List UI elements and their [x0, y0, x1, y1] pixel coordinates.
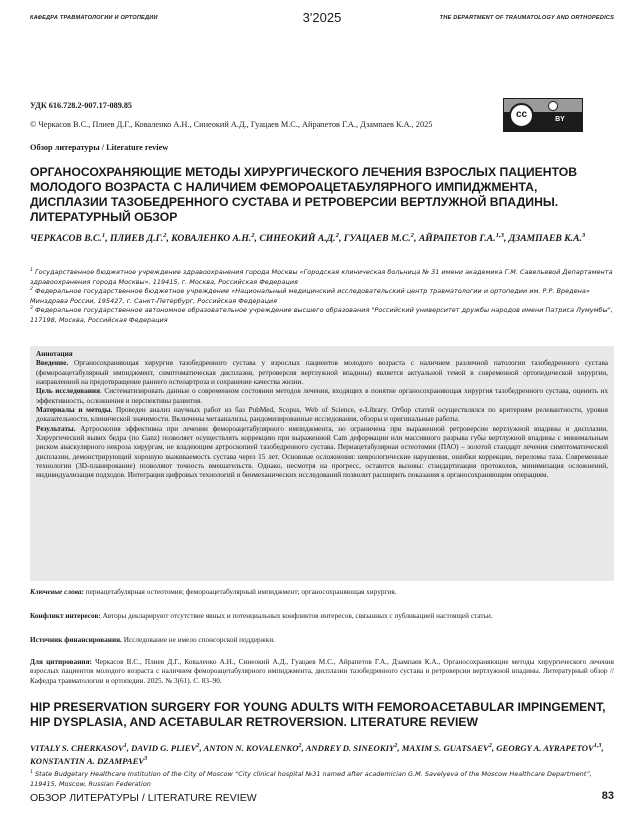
affiliations-en — [30, 770, 615, 789]
author-name: KONSTANTIN A. DZAMPAEV — [30, 756, 145, 766]
author-affiliation-marker: 2 — [251, 231, 255, 239]
author-affiliation-marker: 2 — [488, 743, 492, 750]
funding-source: Источник финансирования. Исследование не имело спонсорской поддержки. — [30, 636, 275, 644]
citation: Для цитирования: Черкасов В.С., Плиев Д.Г., Коваленко А.Н., Синеокий А.Д., Гуацаев М.С., Айрапетов Г.А., Дзампаев К.А., Органосохраняющие методы хирургического лечения взрослых пациентов молодого возраста с наличием фемороацетабулярного импиджмента, дисплазии тазобедренного сустава и ретроверсии вертлужной впадины. Литературный обзор // Кафедра травматологии и ортопедии. 2025. № 3(61). С. 83–90. — [30, 658, 615, 685]
keywords: Ключевые слова: периацетабулярная остеотомия; фемороацетабулярный импиджмент; органосохраняющая хирургия. — [30, 588, 397, 596]
abstract-introduction: Введение. Органосохраняющая хирургия тазобедренного сустава у взрослых пациентов молодого возраста с наличием различной патологии тазобедренного сустава (фемороацетабулярный импиджмент, симптоматическая дисплазия, ретроверсия вертлужной впадины) является актуальной темой в современной ортопедической хирургии, направленной на предотвращение раннего остеоартроза и сохранение качества жизни. — [36, 359, 608, 387]
authors-ru: ЧЕРКАСОВ В.С.$^1$, ПЛИЕВ Д.Г.$^2$, КОВАЛЕНКО А.Н.$^2$, СИНЕОКИЙ А.Д.$^2$, ГУАЦАЕВ М.С.$^2$, АЙРАПЕТОВ Г.А.$^{1,3}$, ДЗАМПАЕВ К.А.$^3$ — [30, 231, 586, 244]
article-title-ru: ОРГАНОСОХРАНЯЮЩИЕ МЕТОДЫ ХИРУРГИЧЕСКОГО ЛЕЧЕНИЯ ВЗРОСЛЫХ ПАЦИЕНТОВ МОЛОДОГО ВОЗРАСТА С НАЛИЧИЕМ ФЕМОРОАЦЕТАБУЛЯРНОГО ИМПИДЖМЕНТА, ДИСПЛАЗИИ ТАЗОБЕДРЕННОГО СУСТАВА И РЕТРОВЕРСИИ ВЕРТЛУЖНОЙ ВПАДИНЫ. ЛИТЕРАТУРНЫЙ ОБЗОР — [30, 165, 578, 224]
author-affiliation-marker: 2 — [298, 743, 302, 750]
author-affiliation-marker: 2 — [196, 743, 200, 750]
affiliation-entry: $^1$ State Budgetary Healthcare Institution of the City of Moscow “City clinical hospital №31 named after academician G.M. Savelyeva of the Moscow Healthcare Department”, 119415, Moscow, Russian Federation — [30, 769, 592, 788]
header-journal-en: THE DEPARTMENT OF TRAUMATOLOGY AND ORTHOPEDICS — [439, 15, 614, 21]
author-affiliation-marker: 2 — [163, 231, 167, 239]
author-name: DAVID G. PLIEV — [131, 743, 197, 753]
author-affiliation-marker: 1 — [123, 743, 127, 750]
copyright-line: © Черкасов В.С., Плиев Д.Г., Коваленко А.Н., Синеокий А.Д., Гуацаев М.С., Айрапетов Г.А., Дзампаев К.А., 2025 — [30, 120, 433, 129]
affiliation-entry: $^1$ Государственное бюджетное учреждение здравоохранения города Москвы «Городская клиническая больница № 31 имени академика Г.М. Савельевой Департамента здравоохранения города Москвы», 119415, г. Москва, Российская Федерация — [30, 267, 613, 286]
author-name: ГУАЦАЕВ М.С. — [343, 233, 411, 244]
article-title-en: HIP PRESERVATION SURGERY FOR YOUNG ADULTS WITH FEMOROACETABULAR IMPINGEMENT, HIP DYSPLASIA, AND ACETABULAR RETROVERSION. LITERATURE REVIEW — [30, 700, 606, 729]
abstract-methods: Материалы и методы. Проведен анализ научных работ из баз PubMed, Scopus, Web of Science, e-Library. Отбор статей осуществлялся по критериям релевантности, уровня доказательности, клинической значимости. Включены метаанализы, рандомизированные исследования, обзоры и оригинальные работы. — [36, 406, 609, 424]
page-number: 83 — [601, 790, 614, 802]
author-affiliation-marker: 2 — [394, 743, 398, 750]
article-type: Обзор литературы / Literature review — [30, 143, 169, 152]
author-affiliation-marker: 2 — [410, 231, 415, 239]
author-name: СИНЕОКИЙ А.Д. — [259, 233, 336, 244]
author-name: ANDREY D. SINEOKIY — [305, 743, 395, 753]
author-affiliation-marker: 2 — [335, 231, 339, 239]
header-issue: 3'2025 — [302, 10, 342, 25]
author-name: АЙРАПЕТОВ Г.А. — [418, 233, 496, 244]
cc-logo-icon: cc — [509, 103, 534, 128]
affiliation-entry: $^3$ Федеральное государственное автономное образовательное учреждение высшего образования "Российский университет дружбы народов имени Патриса Лумумбы", 117198, Москва, Российская Федерация — [30, 306, 613, 324]
abstract-heading: Аннотация — [36, 350, 73, 358]
affiliations-ru — [30, 268, 615, 326]
header-journal-ru: КАФЕДРА ТРАВМАТОЛОГИИ И ОРТОПЕДИИ — [30, 15, 158, 21]
author-name: MAXIM S. GUATSAEV — [401, 743, 489, 753]
author-name: GEORGY A. AYRAPETOV — [496, 743, 594, 753]
author-name: КОВАЛЕНКО А.Н. — [171, 233, 252, 244]
author-affiliation-marker: 3 — [581, 231, 586, 239]
abstract-aim: Цель исследования. Систематизировать данные о современном состоянии методов лечения, входящих в понятие органосохраняющая хирургия тазобедренного сустава, оценить их эффективность, осложнения и перспективы развития. — [36, 387, 608, 405]
abstract-block — [30, 346, 614, 581]
affiliation-entry: $^2$ Федеральное государственное бюджетное учреждение «Национальный медицинский исследовательский центр травматологии и ортопедии им. Р.Р. Вредена» Минздрава России, 195427, г. Санкт-Петербург, Российская Федерация — [30, 287, 590, 305]
cc-by-license-badge[interactable] — [503, 98, 583, 132]
by-label: BY — [555, 116, 565, 123]
udk-code: УДК 616.728.2-007.17-089.85 — [30, 101, 133, 110]
author-name: ПЛИЕВ Д.Г. — [109, 233, 164, 244]
abstract-results: Результаты. Артроскопия эффективна при лечении фемороацетабулярного импиджмента, но ограничена при выраженной ретроверсии вертлужной впадины и дисплазии. Хирургический вывих бедра (по Ganz) позволяет осуществлять коррекцию при выраженной Cam деформации или массивного разрыва губы вертлужной впадины с минимальным риском аваскулярного некроза хирургам, не владеющим артроскопией тазобедренного сустава. Периацетабулярная остеотомия (ПАО) – золотой стандарт лечения симптоматической дисплазии, демонстрирующий хорошую выживаемость сустава через 15 лет. Основные осложнения: неврологические нарушения, ошибки коррекции, переломы таза. Современные технологии (3D-планирование) позволяют точность вмешательств. Однако, несмотря на прогресс, остаются вызовы: стандартизация протоколов, минимизация осложнений, индивидуализация подходов. Интеграция цифровых технологий и биомеханических исследований позволит расширить показания к органосохраняющим операциям. — [36, 424, 608, 480]
author-affiliation-marker: 1,3 — [593, 743, 602, 750]
author-affiliation-marker: 3 — [144, 756, 148, 763]
author-name: VITALY S. CHERKASOV — [30, 743, 124, 753]
by-person-icon — [548, 101, 558, 111]
author-affiliation-marker: 1 — [101, 231, 106, 239]
author-name: ANTON N. KOVALENKO — [203, 743, 299, 753]
author-name: ДЗАМПАЕВ К.А. — [508, 233, 582, 244]
footer-section: ОБЗОР ЛИТЕРАТУРЫ / LITERATURE REVIEW — [30, 792, 257, 804]
running-header — [30, 10, 614, 38]
author-affiliation-marker: 1,3 — [495, 231, 504, 239]
authors-en: VITALY S. CHERKASOV$^1$, DAVID G. PLIEV$^2$, ANTON N. KOVALENKO$^2$, ANDREY D. SINEOKIY$^2$, MAXIM S. GUATSAEV$^2$, GEORGY A. AYRAPETOV$^{1,3}$, KONSTANTIN A. DZAMPAEV$^3$ — [30, 743, 604, 766]
author-name: ЧЕРКАСОВ В.С. — [30, 233, 102, 244]
conflict-of-interest: Конфликт интересов: Авторы декларируют отсутствие явных и потенциальных конфликтов интересов, связанных с публикацией настоящей статьи. — [30, 612, 493, 620]
